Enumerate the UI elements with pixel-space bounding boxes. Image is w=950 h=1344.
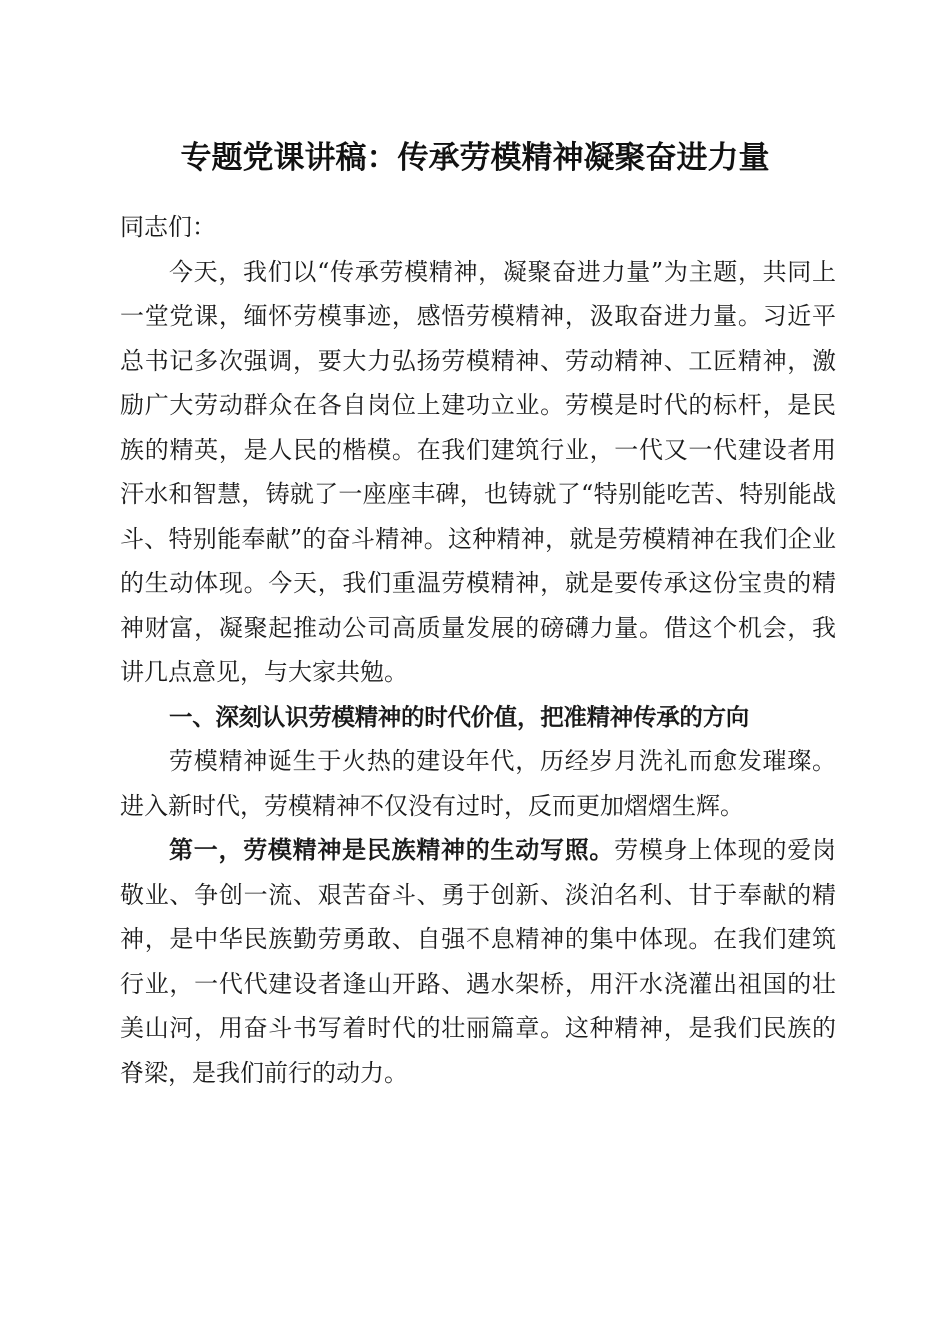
document-title: 专题党课讲稿：传承劳模精神凝聚奋进力量 bbox=[180, 140, 770, 176]
document-body bbox=[120, 205, 836, 1095]
point-body: 劳模身上体现的爱岗敬业、争创一流、艰苦奋斗、勇于创新、淡泊名利、甘于奉献的精神，是中华民族勤劳勇敢、自强不息精神的集中体现。在我们建筑行业，一代代建设者逢山开路、遇水架桥，用汗水浇灌出祖国的壮美山河，用奋斗书写着时代的壮丽篇章。这种精神，是我们民族的脊梁，是我们前行的动力。 bbox=[120, 836, 837, 1087]
point-lead: 第一，劳模精神是民族精神的生动写照。 bbox=[169, 835, 615, 864]
point-paragraph bbox=[120, 828, 836, 1095]
section-heading: 一、深刻认识劳模精神的时代价值，把准精神传承的方向 bbox=[169, 702, 749, 731]
salutation: 同志们： bbox=[120, 213, 216, 241]
section-paragraph: 劳模精神诞生于火热的建设年代，历经岁月洗礼而愈发璀璨。进入新时代，劳模精神不仅没有过时，反而更加熠熠生辉。 bbox=[120, 747, 836, 820]
intro-paragraph: 今天，我们以“传承劳模精神，凝聚奋进力量”为主题，共同上一堂党课，缅怀劳模事迹，感悟劳模精神，汲取奋进力量。习近平总书记多次强调，要大力弘扬劳模精神、劳动精神、工匠精神，激励广大劳动群众在各自岗位上建功立业。劳模是时代的标杆，是民族的精英，是人民的楷模。在我们建筑行业，一代又一代建设者用汗水和智慧，铸就了一座座丰碑，也铸就了“特别能吃苦、特别能战斗、特别能奉献”的奋斗精神。这种精神，就是劳模精神在我们企业的生动体现。今天，我们重温劳模精神，就是要传承这份宝贵的精神财富，凝聚起推动公司高质量发展的磅礴力量。借这个机会，我讲几点意见，与大家共勉。 bbox=[120, 257, 836, 686]
